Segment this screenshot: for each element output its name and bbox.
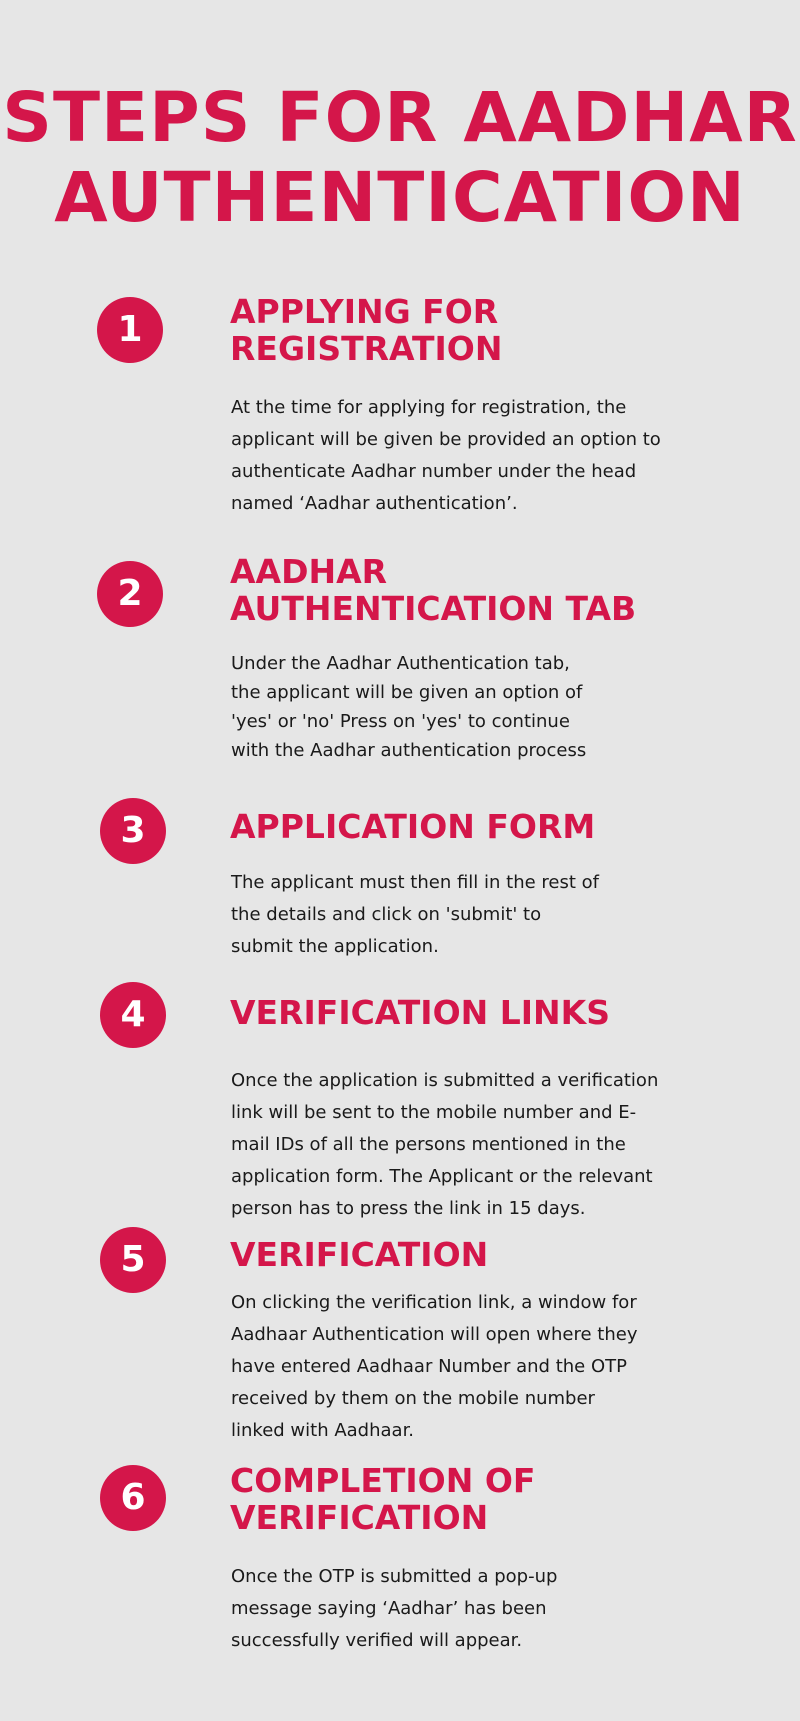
step-3-text-line: The applicant must then fill in the rest of	[231, 872, 600, 893]
step-4-text-line: application form. The Applicant or the relevant	[231, 1166, 653, 1187]
step-2-text-line: Under the Aadhar Authentication tab,	[231, 653, 570, 674]
step-4-number-badge: 4	[100, 982, 166, 1048]
step-2-description	[231, 649, 751, 765]
step-3-text-line: submit the application.	[231, 936, 439, 957]
step-6-title-line-1: COMPLETION OF	[230, 1461, 536, 1500]
step-1-text-line: At the time for applying for registration, the	[231, 397, 627, 418]
step-6-text-line: successfully verified will appear.	[231, 1630, 523, 1651]
step-2-title-line-1: AADHAR	[230, 552, 388, 591]
step-1-description	[231, 392, 751, 520]
step-5-title	[230, 1236, 770, 1273]
step-2-text-line: 'yes' or 'no' Press on 'yes' to continue	[231, 711, 570, 732]
step-6-text-line: Once the OTP is submitted a pop-up	[231, 1566, 558, 1587]
step-6-title-line-2: VERIFICATION	[230, 1498, 489, 1537]
step-6-description	[231, 1561, 751, 1657]
step-6-number-badge: 6	[100, 1465, 166, 1531]
step-1-text-line: named ‘Aadhar authentication’.	[231, 493, 518, 514]
step-3-title-line-1: APPLICATION FORM	[230, 807, 596, 846]
step-4-text-line: mail IDs of all the persons mentioned in the	[231, 1134, 626, 1155]
step-2-title-line-2: AUTHENTICATION TAB	[230, 589, 637, 628]
step-4-title-line-1: VERIFICATION LINKS	[230, 993, 610, 1032]
step-5-title-line-1: VERIFICATION	[230, 1235, 489, 1274]
step-3-description	[231, 867, 751, 963]
step-4-text-line: person has to press the link in 15 days.	[231, 1198, 586, 1219]
step-1-text-line: authenticate Aadhar number under the head	[231, 461, 637, 482]
step-4-description	[231, 1065, 751, 1225]
step-2-title	[230, 553, 770, 627]
step-1-title	[230, 293, 770, 367]
step-5-text-line: have entered Aadhaar Number and the OTP	[231, 1356, 627, 1377]
step-5-text-line: Aadhaar Authentication will open where they	[231, 1324, 638, 1345]
step-5-text-line: On clicking the verification link, a window for	[231, 1292, 637, 1313]
step-6-text-line: message saying ‘Aadhar’ has been	[231, 1598, 547, 1619]
step-5-text-line: linked with Aadhaar.	[231, 1420, 415, 1441]
step-5-text-line: received by them on the mobile number	[231, 1388, 595, 1409]
step-1-text-line: applicant will be given be provided an option to	[231, 429, 661, 450]
step-2-text-line: with the Aadhar authentication process	[231, 740, 587, 761]
step-5-description	[231, 1287, 751, 1447]
page-title-line-2: AUTHENTICATION	[54, 158, 746, 238]
step-3-title	[230, 808, 770, 845]
step-1-title-line-1: APPLYING FOR	[230, 292, 499, 331]
step-4-text-line: Once the application is submitted a verification	[231, 1070, 659, 1091]
step-3-text-line: the details and click on 'submit' to	[231, 904, 542, 925]
step-4-text-line: link will be sent to the mobile number and E-	[231, 1102, 637, 1123]
step-6-title	[230, 1462, 770, 1536]
step-5-number-badge: 5	[100, 1227, 166, 1293]
step-1-title-line-2: REGISTRATION	[230, 329, 503, 368]
page-title-line-1: STEPS FOR AADHAR	[2, 78, 798, 158]
step-2-number-badge: 2	[97, 561, 163, 627]
step-1-number-badge: 1	[97, 297, 163, 363]
step-3-number-badge: 3	[100, 798, 166, 864]
step-4-title	[230, 994, 770, 1031]
step-2-text-line: the applicant will be given an option of	[231, 682, 583, 703]
page-title	[0, 78, 800, 238]
